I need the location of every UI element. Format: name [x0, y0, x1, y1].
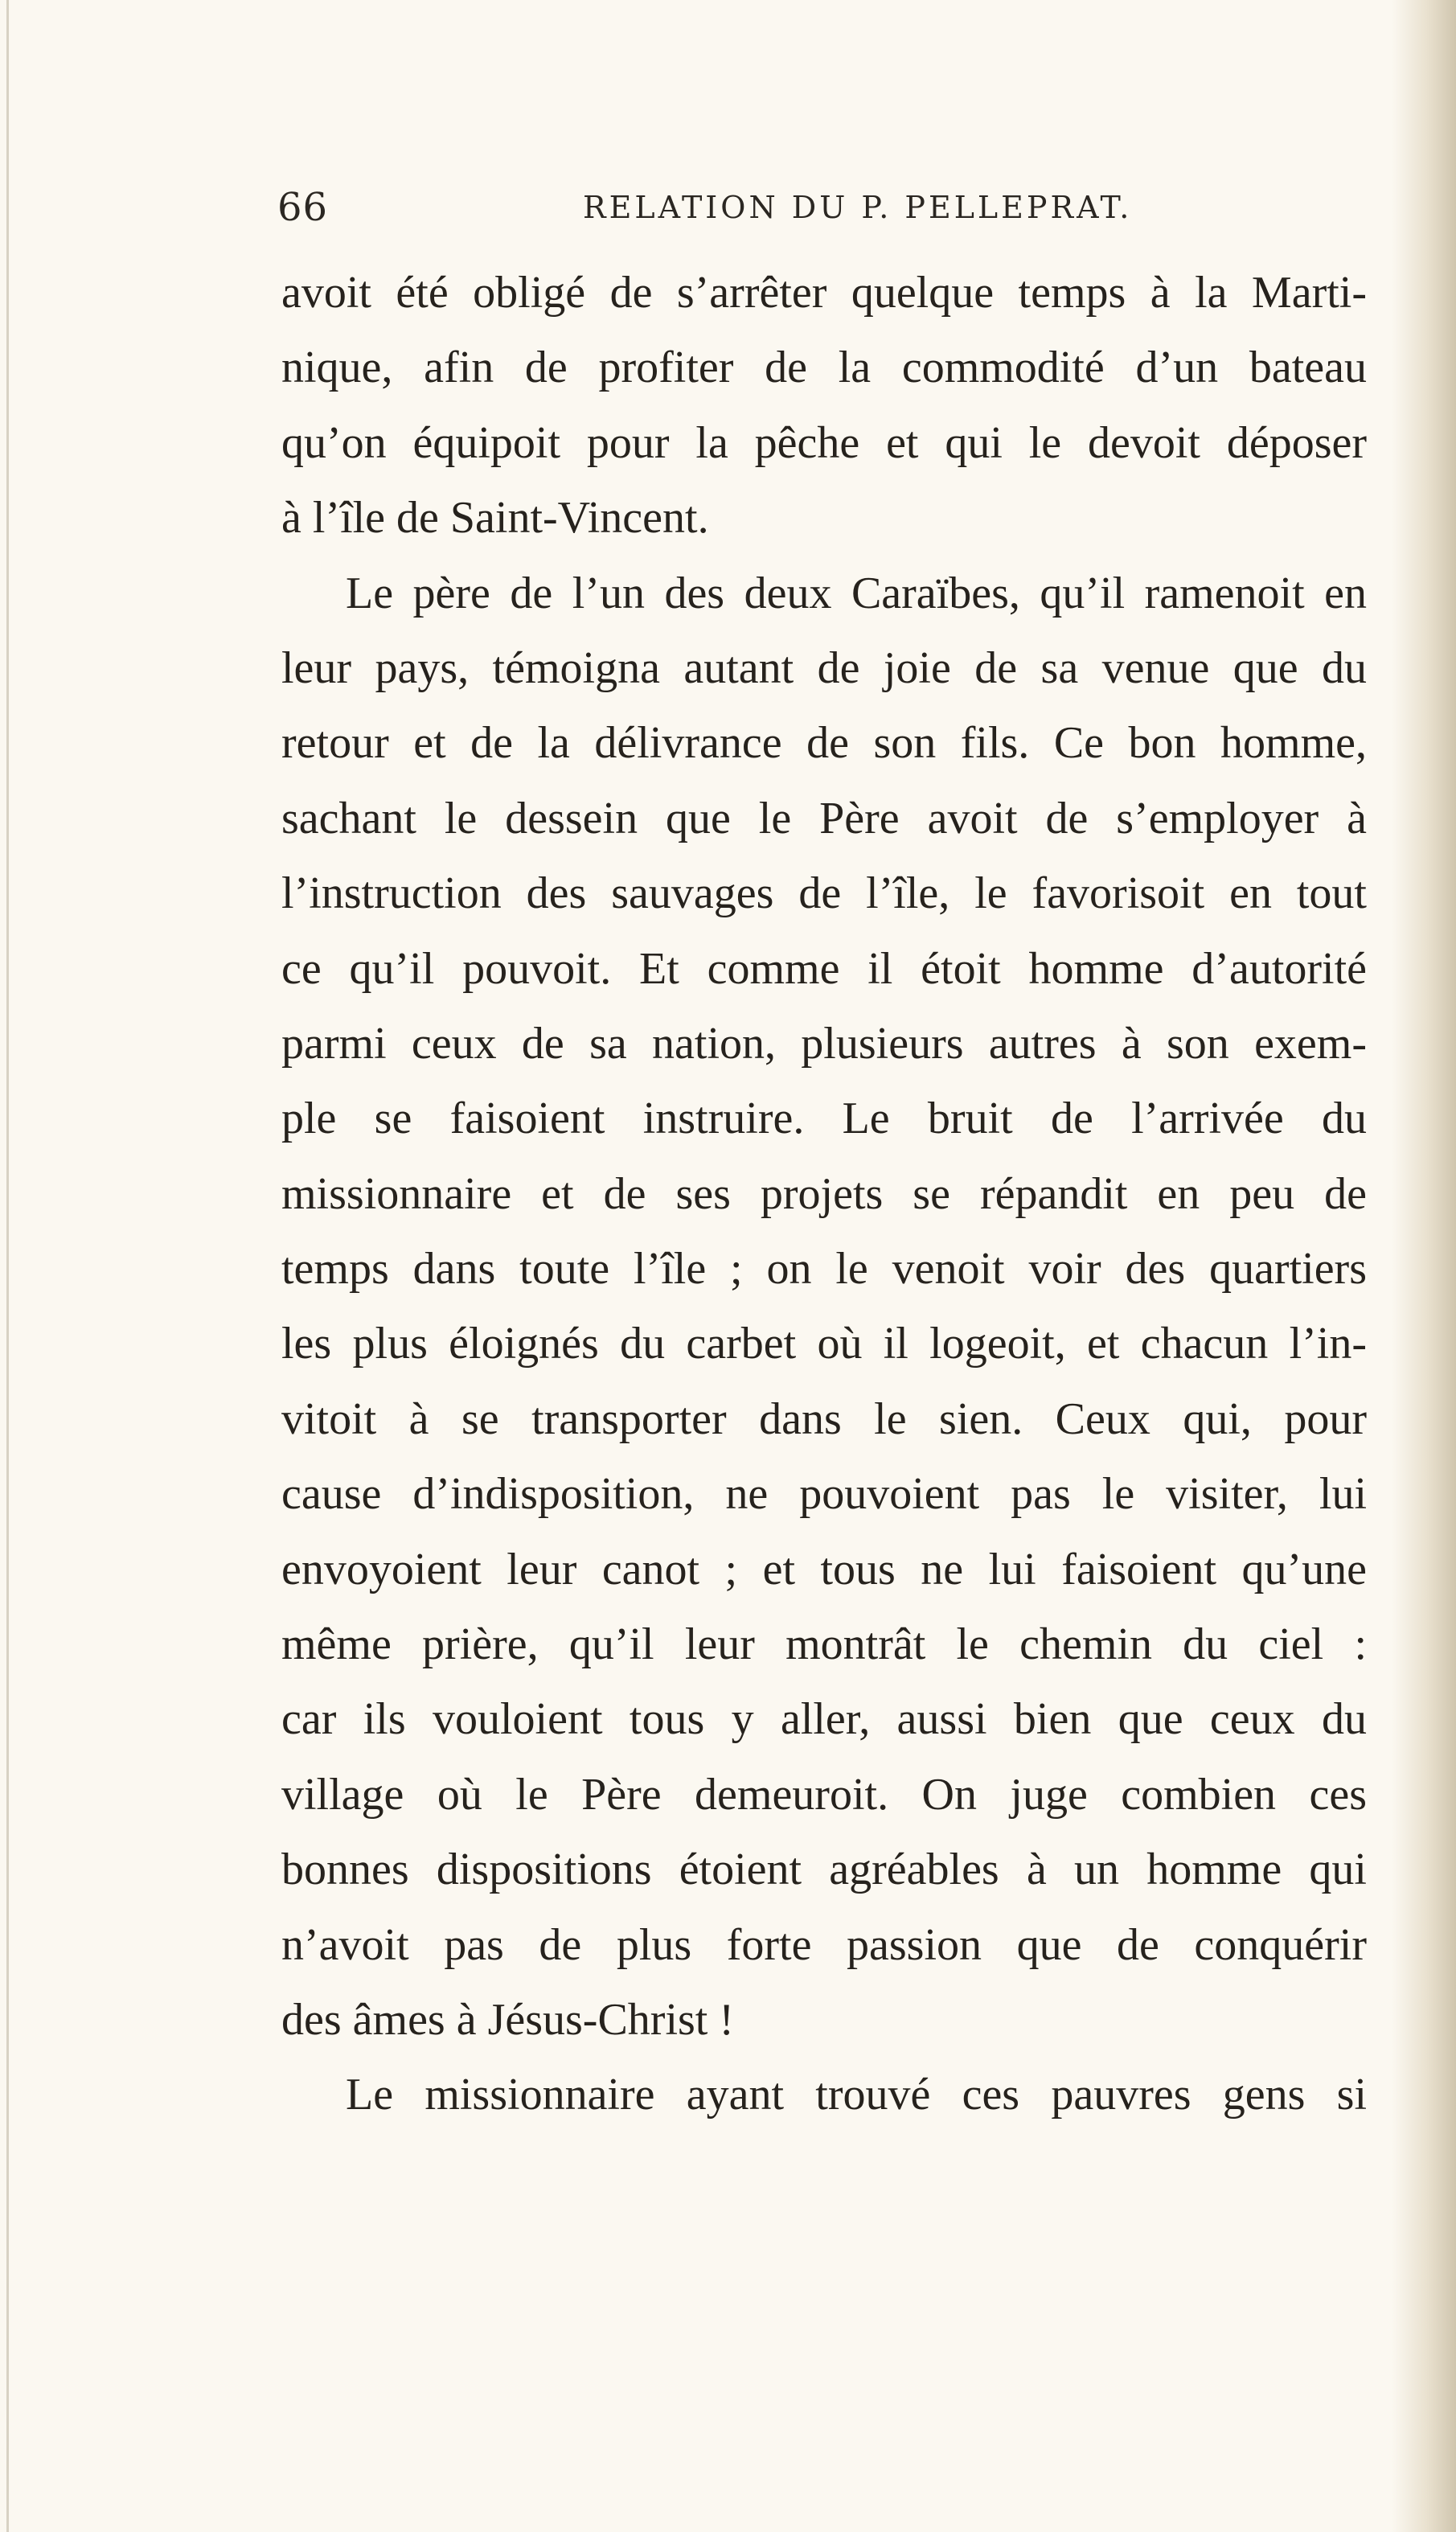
page-number: 66: [277, 185, 329, 230]
page-gutter-line: [6, 0, 9, 2532]
text-line: leur pays, témoigna autant de joie de sa venue que du: [281, 642, 1367, 693]
text-line: vitoit à se transporter dans le sien. Ceux qui, pour: [281, 1393, 1367, 1444]
text-line: missionnaire et de ses projets se répandit en peu de: [281, 1168, 1367, 1219]
text-line: avoit été obligé de s’arrêter quelque temps à la Marti-: [281, 268, 1367, 318]
text-line: car ils vouloient tous y aller, aussi bien que ceux du: [281, 1694, 1367, 1745]
text-line: retour et de la délivrance de son fils. Ce bon homme,: [281, 718, 1367, 769]
page-edge-shadow: [1392, 0, 1456, 2532]
text-line: cause d’indisposition, ne pouvoient pas le visiter, lui: [281, 1469, 1367, 1520]
text-line: sachant le dessein que le Père avoit de s’employer à: [281, 793, 1367, 843]
text-line: Le missionnaire ayant trouvé ces pauvres gens si: [346, 2070, 1367, 2120]
running-title: RELATION DU P. PELLEPRAT.: [583, 190, 1133, 225]
text-line: ple se faisoient instruire. Le bruit de l’arrivée du: [281, 1094, 1367, 1144]
text-line: les plus éloignés du carbet où il logeoit, et chacun l’in-: [281, 1319, 1367, 1369]
text-line: bonnes dispositions étoient agréables à un homme qui: [281, 1845, 1367, 1895]
text-line: Le père de l’un des deux Caraïbes, qu’il ramenoit en: [346, 568, 1367, 618]
text-line: temps dans toute l’île ; on le venoit voir des quartiers: [281, 1244, 1367, 1295]
text-line: même prière, qu’il leur montrât le chemin du ciel :: [281, 1619, 1367, 1670]
text-line: qu’on équipoit pour la pêche et qui le devoit déposer: [281, 417, 1367, 468]
text-line: ce qu’il pouvoit. Et comme il étoit homme d’autorité: [281, 943, 1367, 994]
text-line: parmi ceux de sa nation, plusieurs autres à son exem-: [281, 1018, 1367, 1069]
text-line: des âmes à Jésus-Christ !: [281, 1994, 735, 2045]
body-text: [281, 256, 1367, 2133]
text-line: nique, afin de profiter de la commodité d’un bateau: [281, 343, 1367, 393]
running-header: [277, 185, 1364, 241]
text-line: envoyoient leur canot ; et tous ne lui faisoient qu’une: [281, 1544, 1367, 1594]
text-line: village où le Père demeuroit. On juge combien ces: [281, 1769, 1367, 1820]
text-line: n’avoit pas de plus forte passion que de conquérir: [281, 1919, 1367, 1970]
text-line: à l’île de Saint-Vincent.: [281, 493, 709, 544]
text-line: l’instruction des sauvages de l’île, le favorisoit en tout: [281, 868, 1367, 919]
